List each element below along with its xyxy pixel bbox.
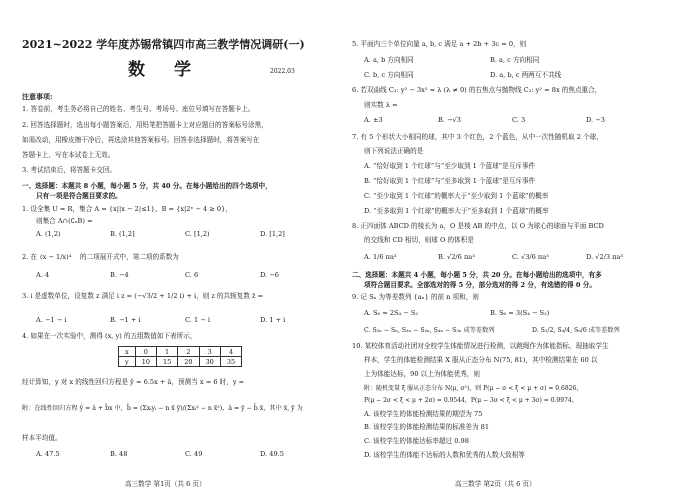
- q5-option-a: A. a, b 方向相同: [364, 56, 414, 64]
- q7-option-a: A. “恰好取到 1 个红球”与“至少取到 1 个蓝球”是互斥事件: [364, 162, 536, 170]
- q2-stem-a: 2. 在: [22, 253, 37, 261]
- q8-option-a: A. 1/6 πa³: [364, 253, 397, 261]
- q8-option-c: C. √3/6 πa³: [512, 253, 549, 261]
- section2-heading-cont: 项符合题目要求。全部选对的得 5 分，部分选对的得 2 分，有选错的得 0 分。: [364, 281, 596, 289]
- q7-option-d: D. “至多取到 1 个红球”的概率大于“至多取到 1 个蓝球”的概率: [364, 207, 549, 215]
- q6-stem-cont: 则实数 λ =: [364, 101, 398, 109]
- q4-data-table: [118, 346, 242, 367]
- table-cell: 30: [199, 357, 220, 367]
- q4-option-a: A. 47.5: [36, 450, 60, 458]
- q5-option-c: C. b, c 方向相同: [364, 71, 414, 79]
- q3-option-b: B. −1 + i: [110, 316, 141, 324]
- q9-option-c: C. S₂ₙ − Sₙ, S₃ₙ − S₂ₙ, S₄ₙ − S₃ₙ 成等差数列: [364, 327, 495, 334]
- notice-line: 答题卡上，写在本试卷上无效。: [22, 151, 115, 159]
- left-page: [0, 0, 340, 502]
- q8-option-d: D. √2/3 πa³: [586, 253, 624, 261]
- q1-stem-cont: 则集合 A∩(∁ᵤB) =: [36, 217, 93, 225]
- q4-stem: 4. 如果在一次实验中，测得 (x, y) 的五组数值如下表所示，: [22, 332, 197, 340]
- notice-line: 如需改动，用橡皮擦干净后，再选涂其他答案标号。回答非选择题时，将答案写在: [22, 136, 260, 144]
- q10-note-cont: P(μ − 2σ < ξ < μ + 2σ) = 0.9544，P(μ − 3σ < ξ < μ + 3σ) = 0.9974。: [364, 397, 578, 404]
- table-cell: 3: [199, 347, 220, 357]
- q10-stem-cont2: 上为体能达标，90 以上为体能优秀，则: [364, 370, 480, 378]
- q7-option-c: C. “至少取到 1 个红球”的概率大于“至少取到 1 个蓝球”的概率: [364, 192, 549, 200]
- notice-line: 2. 回答选择题时，选出每小题答案后，用铅笔把答题卡上对应题目的答案标号涂黑，: [22, 121, 268, 129]
- q4-option-d: D. 49.5: [260, 450, 284, 458]
- right-page: [340, 0, 681, 502]
- q10-stem: 10. 某校体育活动社团对全校学生体能情况进行检测，以跳绳作为体能指标，现抽取学生: [352, 342, 609, 350]
- q8-stem: 8. 正四面体 ABCD 的棱长为 a，O 是棱 AB 的中点，以 O 为球心的球面与平面 BCD: [352, 222, 604, 230]
- q5-stem: 5. 平面内三个单位向量 a, b, c 满足 a + 2b + 3c = 0，则: [352, 40, 527, 48]
- exam-date: 2022.03: [270, 68, 295, 75]
- table-row: [119, 357, 242, 367]
- q7-stem-cont: 则下列说法正确的是: [364, 147, 424, 155]
- q3-option-a: A. −1 − i: [36, 316, 67, 324]
- q8-option-b: B. √2/6 πa³: [438, 253, 475, 261]
- q6-option-c: C. 3: [512, 116, 526, 124]
- q9-option-a: A. S₆ = 2S₄ − S₂: [364, 309, 419, 317]
- q3-option-c: C. 1 − i: [185, 316, 211, 324]
- table-cell: 10: [135, 357, 156, 367]
- q2-stem-b: 的二项展开式中，第二项的系数为: [80, 253, 179, 261]
- q6-option-b: B. −√3: [438, 116, 461, 124]
- table-cell: 35: [220, 357, 241, 367]
- section1-heading-cont: 只有一项是符合题目要求的。: [36, 192, 122, 200]
- q5-option-b: B. a, c 方向相同: [490, 56, 540, 64]
- q5-option-d: D. a, b, c 两两互不共线: [490, 71, 562, 79]
- q4-option-c: C. 49: [185, 450, 203, 458]
- q1-option-a: A. (1,2): [36, 230, 61, 238]
- q2-expression: (x − 1/x)⁴: [40, 253, 72, 261]
- table-cell: x: [119, 347, 136, 357]
- q7-option-b: B. “恰好取到 1 个红球”与“至多取到 1 个蓝球”是互斥事件: [364, 177, 536, 185]
- q6-stem: 6. 若双曲线 C₁: y² − 3x² = λ (λ ≠ 0) 的右焦点与抛物线 C₂: y² = 8x 的焦点重合，: [352, 86, 602, 94]
- q1-stem: 1. 设全集 U = R，集合 A = {x||x − 2|≤1}，B = {x|2ˣ − 4 ≥ 0}，: [22, 205, 232, 213]
- table-cell: 0: [135, 347, 156, 357]
- table-row: [119, 347, 242, 357]
- notice-line: 1. 答卷前，考生务必将自己的姓名、考生号、考场号、座位号填写在答题卡上。: [22, 105, 255, 113]
- notice-heading: 注意事项:: [22, 92, 53, 101]
- q2-option-a: A. 4: [36, 271, 50, 279]
- notice-line: 3. 考试结束后，将答题卡交回。: [22, 166, 117, 174]
- q7-stem: 7. 有 5 个形状大小相同的球，其中 3 个红色，2 个蓝色，从中一次性随机取 2 个球，: [352, 133, 603, 141]
- q2-option-c: C. 6: [185, 271, 199, 279]
- q6-option-d: D. −3: [586, 116, 605, 124]
- table-cell: y: [119, 357, 136, 367]
- q2-option-b: B. −4: [110, 271, 129, 279]
- q10-option-d: D. 该校学生的体能不达标的人数和优秀的人数大致相等: [364, 451, 525, 459]
- table-cell: 1: [156, 347, 177, 357]
- page-footer-left: 高三数学 第1页（共 6 页）: [125, 480, 206, 488]
- page-footer-right: 高三数学 第2页（共 6 页）: [455, 480, 536, 488]
- q9-option-d: D. S₂/2, S₄/4, S₆/6 成等差数列: [532, 327, 620, 334]
- section1-heading: 一、选择题：本题共 8 小题，每小题 5 分，共 40 分。在每小题给出的四个选项中，: [22, 182, 272, 190]
- section2-heading: 二、选择题：本题共 4 小题，每小题 5 分，共 20 分。在每小题给出的选项中，有多: [352, 271, 602, 279]
- q10-stem-cont: 样本，学生的体能检测结果 X 服从正态分布 N(75, 81)，其中检测结果在 60 以: [364, 356, 598, 364]
- table-cell: 20: [178, 357, 199, 367]
- q10-option-c: C. 该校学生的体能达标率超过 0.98: [364, 437, 469, 445]
- q9-option-b: B. S₆ = 3(S₄ − S₂): [490, 309, 550, 317]
- table-cell: 4: [220, 347, 241, 357]
- subject-title: 数 学: [128, 60, 197, 80]
- q2-option-d: D. −6: [260, 271, 279, 279]
- q8-stem-cont: 的交线和 CD 相切，则球 O 的体积是: [364, 236, 474, 244]
- q1-option-d: D. [1,2]: [260, 230, 285, 238]
- q10-note: 附：随机变量 ξ 服从正态分布 N(μ, σ²)，则 P(μ − σ < ξ < μ + σ) = 0.6826，: [364, 385, 583, 392]
- q6-option-a: A. ±3: [364, 116, 383, 124]
- q3-stem: 3. i 是虚数单位，设复数 z 满足 i z = (−√3/2 + 1/2 i) + i，则 z 的共轭复数 z̄ =: [22, 292, 264, 300]
- q9-stem: 9. 记 Sₙ 为等差数列 {aₙ} 的前 n 项和，则: [352, 293, 479, 301]
- q4-line2: 经计算知，y 对 x 的线性回归方程是 ŷ = 6.5x + â，预测当 x = 6 时，y =: [22, 378, 245, 386]
- q1-option-c: C. [1,2): [185, 230, 210, 238]
- table-cell: 2: [178, 347, 199, 357]
- table-cell: 15: [156, 357, 177, 367]
- q10-option-b: B. 该校学生的体能检测结果的标准差为 81: [364, 423, 490, 431]
- q3-option-d: D. 1 + i: [260, 316, 286, 324]
- q10-option-a: A. 该校学生的体能检测结果的期望为 75: [364, 410, 483, 418]
- q4-option-b: B. 48: [110, 450, 128, 458]
- q4-line3: 附：在线性回归方程 ŷ = â + b̂x 中，b̂ = (Σxᵢyᵢ − n x̄ ȳ)/(Σxᵢ² − n x̄²)，â = ȳ − b̂ x̄，其中 x̄, ȳ 为: [22, 405, 303, 412]
- q4-line4: 样本平均值。: [22, 434, 62, 442]
- q1-option-b: B. (1,2]: [110, 230, 135, 238]
- exam-title: 2021~2022 学年度苏锡常镇四市高三教学情况调研(一): [22, 38, 305, 51]
